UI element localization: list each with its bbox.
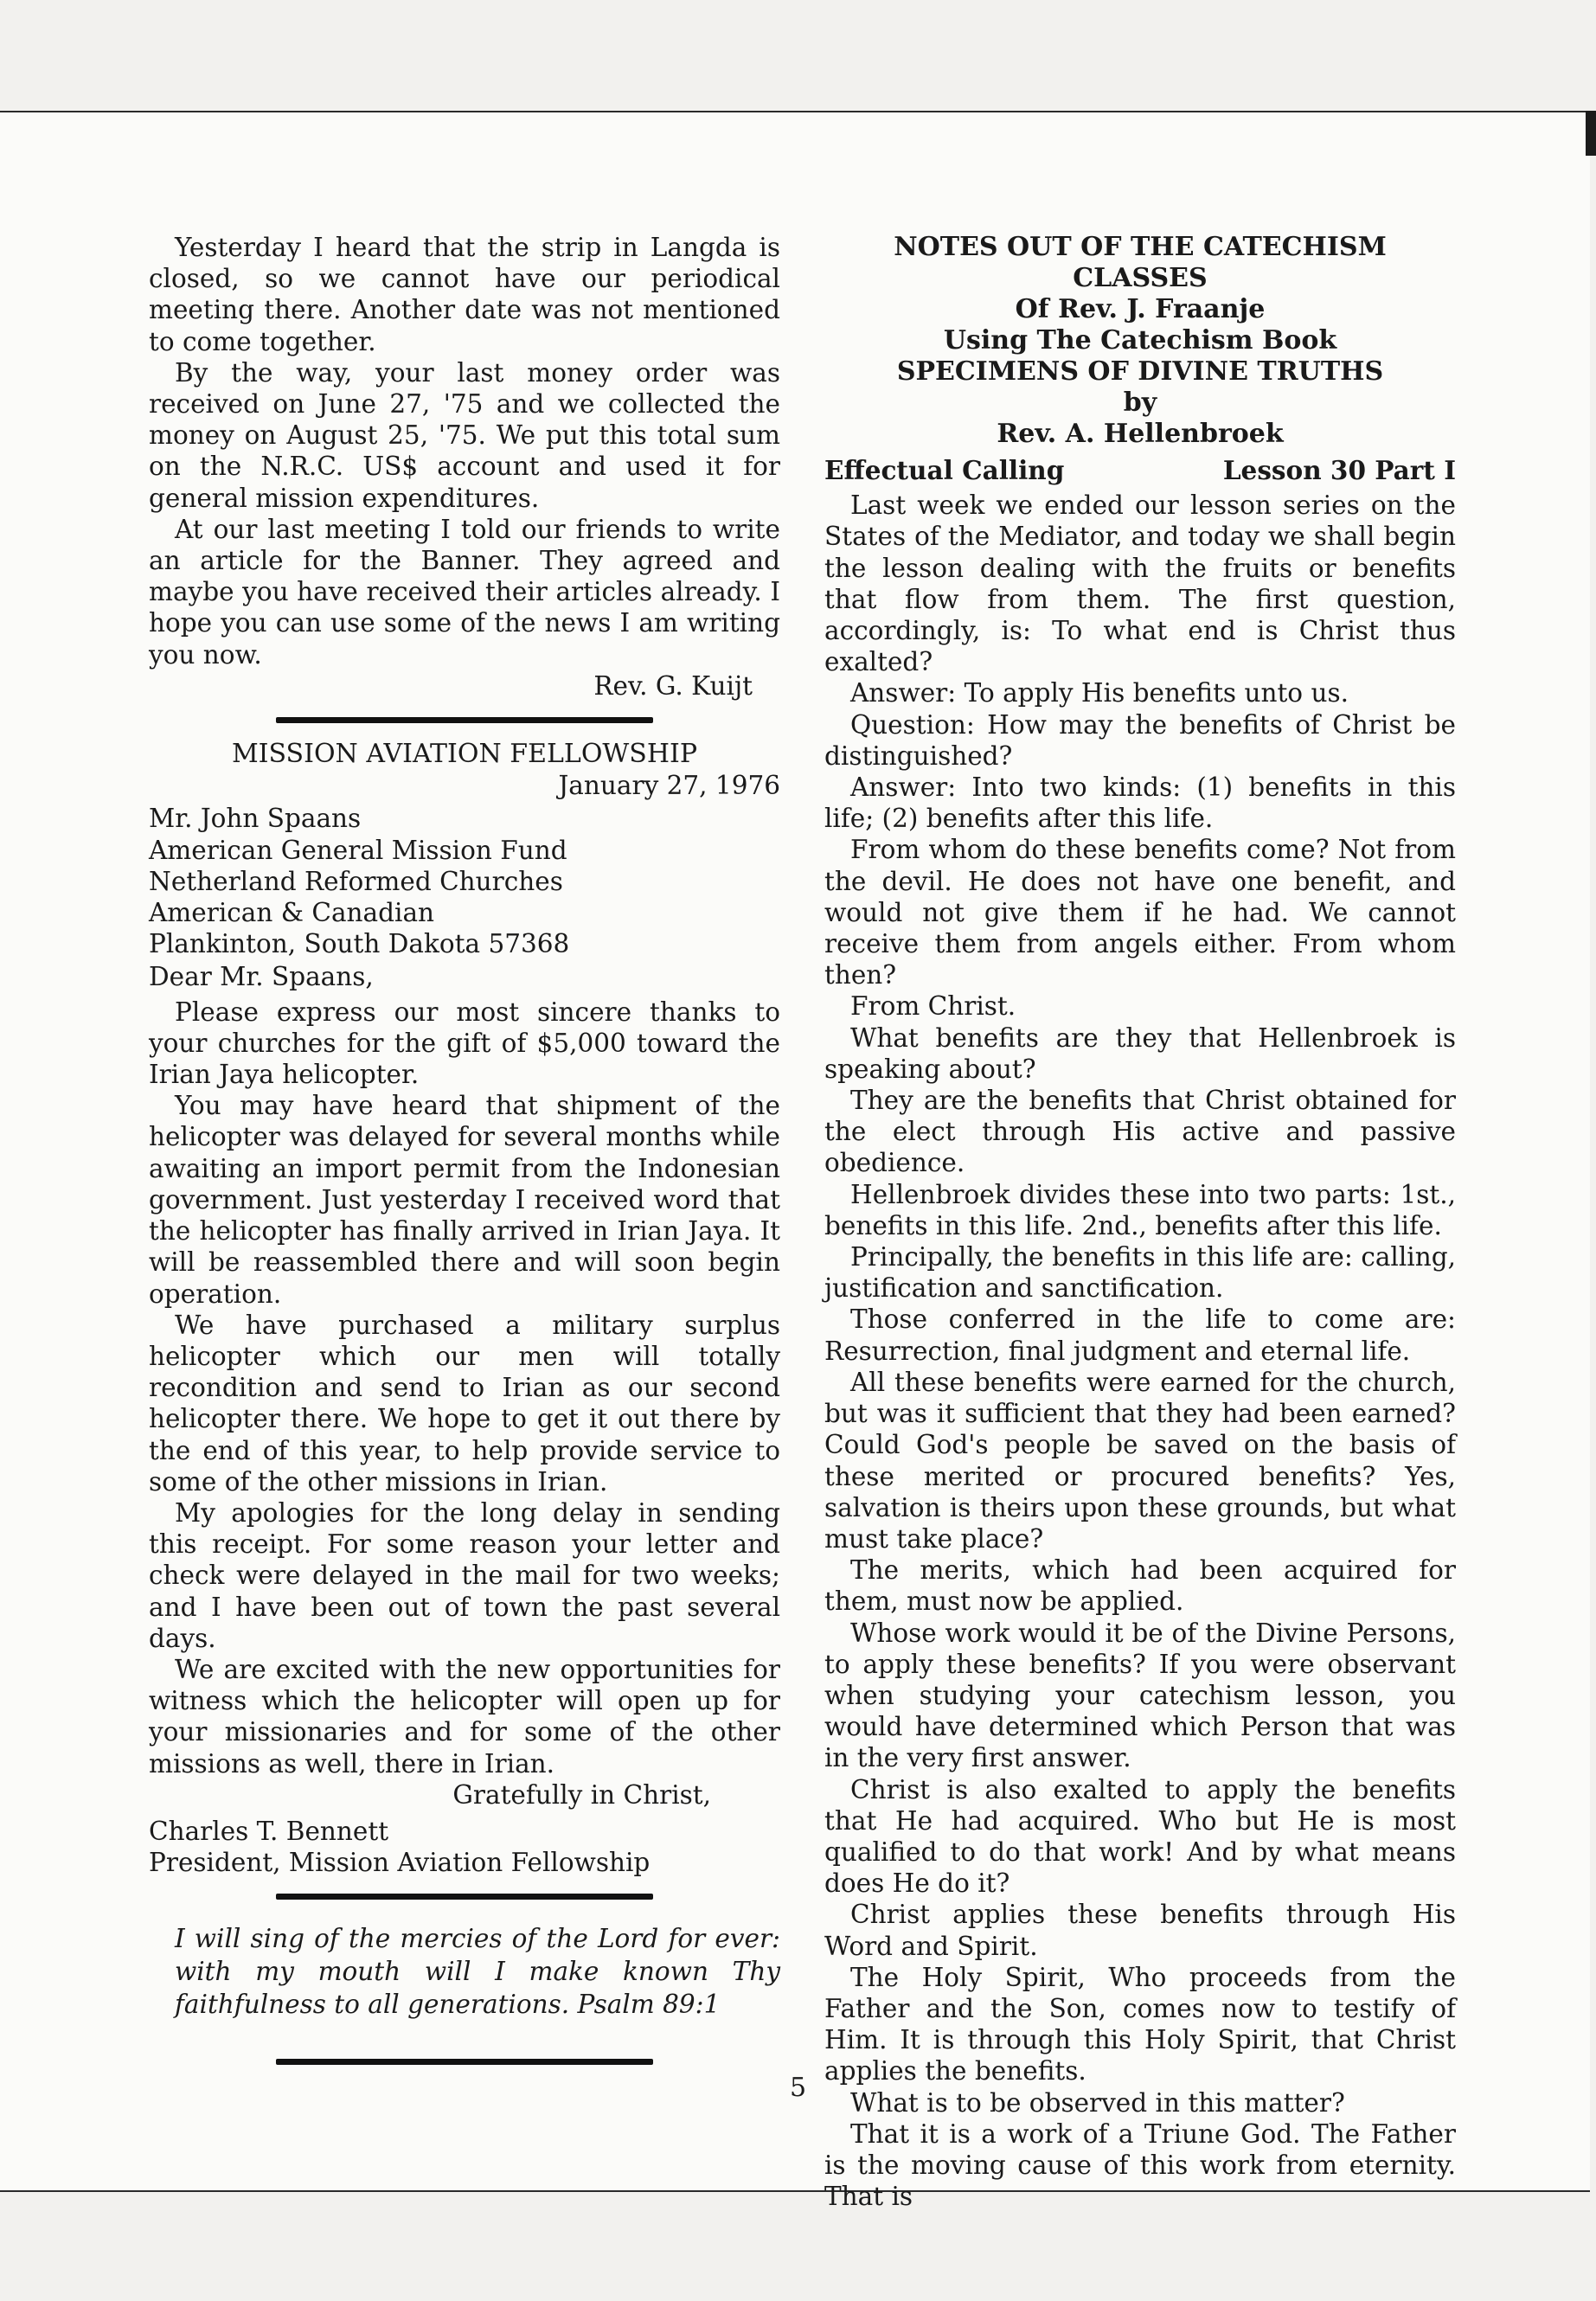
article-subtitle: Using The Catechism Book (943, 325, 1337, 356)
paragraph: Please express our most sincere thanks to your churches for the gift of $5,000 toward the Irian Jaya helicopter. (149, 997, 780, 1090)
address-line: Netherland Reformed Churches (149, 866, 563, 896)
paragraph: The Holy Spirit, Who proceeds from the Father and the Son, comes now to testify of Him. It is through this Holy Spirit, that Christ applies the benefits. (824, 1962, 1456, 2086)
paragraph: We have purchased a military surplus helicopter which our men will totally recondition and send to Irian as our second helicopter there. We hope to get it out there by the end of this year, to help provide service to some of the other missions in Irian. (149, 1310, 780, 1497)
section-divider (276, 1894, 653, 1900)
paragraph: You may have heard that shipment of the helicopter was delayed for several months while awaiting an import permit from the Indonesian government. Just yesterday I received word that the helicopter has finally arrived in Irian Jaya. It will be reassembled there and will soon begin operation. (149, 1091, 780, 1309)
address-line: Plankinton, South Dakota 57368 (149, 929, 570, 959)
paragraph: They are the benefits that Christ obtained for the elect through His active and passive obedience. (824, 1086, 1456, 1178)
paragraph: The merits, which had been acquired for them, must now be applied. (824, 1555, 1456, 1617)
article-subtitle: Of Rev. J. Fraanje (1015, 294, 1266, 324)
paragraph: Christ is also exalted to apply the benefits that He had acquired. Who but He is most qualified to do that work! And by what means does He do it? (824, 1774, 1456, 1899)
paragraph: Question: How may the benefits of Christ be distinguished? (824, 709, 1456, 771)
address-line: American & Canadian (149, 898, 435, 928)
address-line: American General Mission Fund (149, 835, 567, 865)
paragraph: My apologies for the long delay in sending this receipt. For some reason your letter and check were delayed in the mail for two weeks; and I have been out of town the past several days. (149, 1497, 780, 1653)
paragraph: Yesterday I heard that the strip in Langda is closed, so we cannot have our periodical meeting there. Another date was not mentioned to come together. (149, 233, 780, 356)
lesson-topic: Effectual Calling (824, 455, 1065, 485)
paragraph: Principally, the benefits in this life are: calling, justification and sanctification. (824, 1242, 1456, 1304)
paragraph: Last week we ended our lesson series on the States of the Mediator, and today we shall begin the lesson dealing with the fruits or benefits that flow from them. The first question, accordingly, is: To what end is Christ thus exalted? (824, 490, 1456, 677)
psalm-quote: I will sing of the mercies of the Lord for ever: with my mouth will I make known Thy faithfulness to all generations. Psalm 89:1 (175, 1924, 780, 2020)
section-divider (276, 2059, 653, 2065)
paragraph: What benefits are they that Hellenbroek is speaking about? (824, 1022, 1456, 1084)
section-divider (276, 717, 653, 723)
catechism-text (824, 490, 1456, 2212)
paragraph: Whose work would it be of the Divine Persons, to apply these benefits? If you were observant when studying your catechism lesson, you would have determined which Person that was in the very first answer. (824, 1618, 1456, 1773)
paragraph: By the way, your last money order was received on June 27, '75 and we collected the money on August 25, '75. We put this total sum on the N.R.C. US$ account and used it for general mission expenditures. (149, 357, 780, 513)
paragraph: Answer: Into two kinds: (1) benefits in this life; (2) benefits after this life. (824, 772, 1456, 834)
address-block (149, 803, 780, 959)
paragraph: Christ applies these benefits through His Word and Spirit. (824, 1900, 1456, 1961)
address-line: Mr. John Spaans (149, 804, 362, 834)
page-number: 5 (789, 2073, 807, 2103)
article-byline: by (1123, 388, 1157, 418)
signer-name: Charles T. Bennett (149, 1816, 389, 1846)
paragraph: Hellenbroek divides these into two parts: 1st., benefits in this life. 2nd., benefits after this life. (824, 1179, 1456, 1240)
paragraph: We are excited with the new opportunities for witness which the helicopter will open up for your missionaries and for some of the other missions as well, there in Irian. (149, 1654, 780, 1779)
maf-title: MISSION AVIATION FELLOWSHIP (231, 739, 698, 770)
paragraph: All these benefits were earned for the church, but was it sufficient that they had been earned? Could God's people be saved on the basis of these merited or procured benefits? Yes, salvation is theirs upon these grounds, but what must take place? (824, 1367, 1456, 1554)
paragraph: At our last meeting I told our friends to write an article for the Banner. They agreed and maybe you have received their articles already. I hope you can use some of the news I am writing you now. (149, 514, 780, 670)
paragraph: Answer: To apply His benefits unto us. (850, 678, 1349, 708)
letter-date: January 27, 1976 (558, 771, 780, 801)
paragraph: Those conferred in the life to come are: Resurrection, final judgment and eternal life. (824, 1304, 1456, 1366)
article-title: NOTES OUT OF THE CATECHISM CLASSES (894, 232, 1387, 293)
lesson-header (824, 455, 1456, 486)
scan-edge-mark (1586, 111, 1596, 156)
left-column (149, 232, 780, 2080)
signer-title: President, Mission Aviation Fellowship (149, 1848, 651, 1878)
closing: Gratefully in Christ, (452, 1779, 711, 1810)
paragraph: From Christ. (850, 991, 1016, 1022)
lesson-number: Lesson 30 Part I (1222, 455, 1456, 485)
paragraph: That it is a work of a Triune God. The Father is the moving cause of this work from eternity. That is (824, 2118, 1456, 2212)
article-author: Rev. A. Hellenbroek (997, 419, 1284, 449)
article-subtitle: SPECIMENS OF DIVINE TRUTHS (896, 356, 1384, 387)
signature-kuijt: Rev. G. Kuijt (593, 670, 753, 701)
salutation: Dear Mr. Spaans, (149, 962, 374, 992)
right-column (824, 232, 1456, 2212)
paragraph: From whom do these benefits come? Not from the devil. He does not have one benefit, and would not give them if he had. We cannot receive them from angels either. From whom then? (824, 835, 1456, 990)
paragraph: What is to be observed in this matter? (850, 2087, 1345, 2118)
